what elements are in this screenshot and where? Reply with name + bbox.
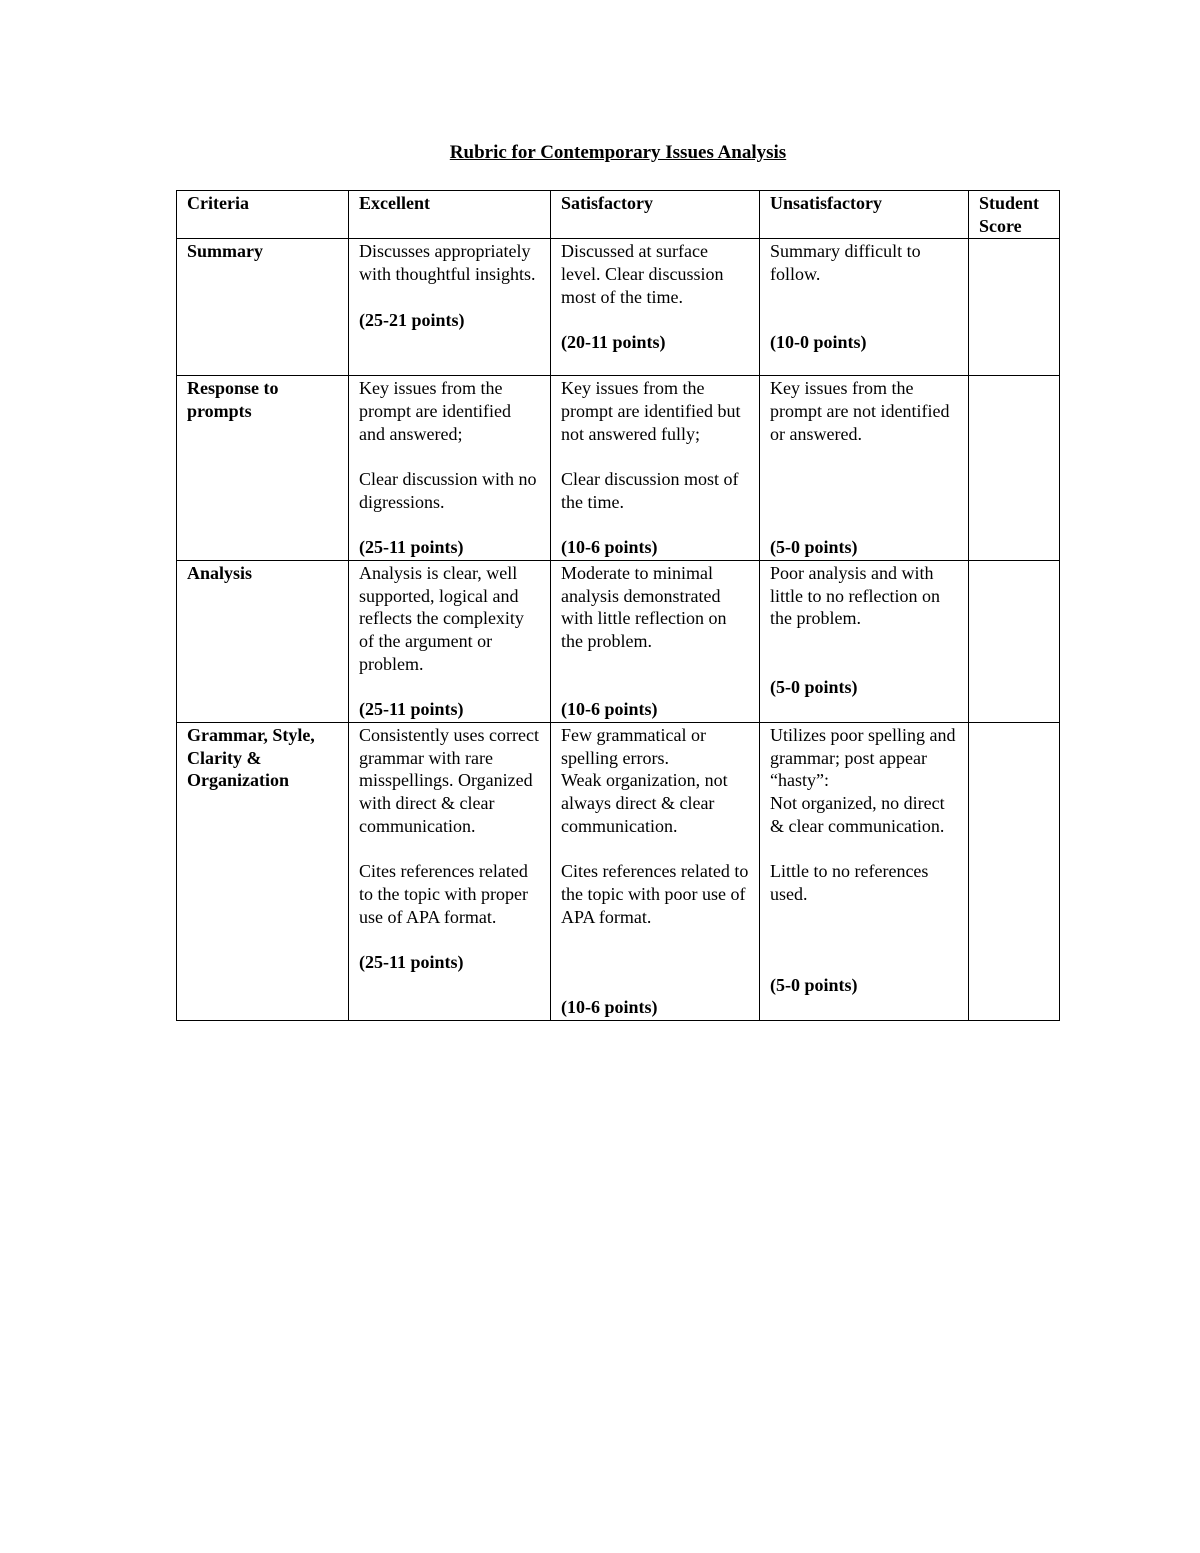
satisfactory-cell [551, 239, 760, 376]
unsatisfactory-points: (5-0 points) [770, 676, 858, 697]
satisfactory-description: Few grammatical or spelling errors. Weak organization, not always direct & clear communication. Cites references related to the topic with poor use of APA format. [561, 724, 749, 927]
satisfactory-points: (10-6 points) [561, 537, 658, 558]
student-score-cell[interactable] [969, 376, 1060, 561]
unsatisfactory-description: Summary difficult to follow. [770, 241, 926, 285]
unsatisfactory-description: Key issues from the prompt are not identified or answered. [770, 378, 954, 444]
satisfactory-cell [551, 561, 760, 723]
excellent-cell [349, 239, 551, 376]
satisfactory-points: (10-6 points) [561, 997, 658, 1018]
satisfactory-points: (20-11 points) [561, 332, 666, 353]
table-row [177, 239, 1060, 376]
excellent-points: (25-11 points) [359, 699, 464, 720]
satisfactory-cell [551, 376, 760, 561]
excellent-description: Analysis is clear, well supported, logical and reflects the complexity of the argument or problem. [359, 563, 529, 674]
excellent-points: (25-11 points) [359, 951, 464, 972]
student-score-cell[interactable] [969, 722, 1060, 1020]
unsatisfactory-cell [760, 239, 969, 376]
excellent-cell [349, 561, 551, 723]
unsatisfactory-points: (5-0 points) [770, 537, 858, 558]
header-unsatisfactory: Unsatisfactory [760, 191, 969, 239]
satisfactory-points: (10-6 points) [561, 699, 658, 720]
excellent-description: Key issues from the prompt are identified and answered; Clear discussion with no digressions. [359, 378, 537, 512]
unsatisfactory-description: Utilizes poor spelling and grammar; post appear “hasty”: Not organized, no direct & clear communication. Little to no references used. [770, 724, 956, 904]
criteria-cell: Response to prompts [177, 376, 349, 561]
header-student-score: Student Score [969, 191, 1060, 239]
student-score-cell[interactable] [969, 239, 1060, 376]
satisfactory-cell [551, 722, 760, 1020]
table-row [177, 561, 1060, 723]
table-header-row [177, 191, 1060, 239]
rubric-table [176, 190, 1060, 1021]
excellent-points: (25-11 points) [359, 537, 464, 558]
excellent-cell [349, 376, 551, 561]
excellent-description: Consistently uses correct grammar with rare misspellings. Organized with direct & clear communication. Cites references related to the topic with proper use of APA format. [359, 724, 539, 927]
student-score-cell[interactable] [969, 561, 1060, 723]
criteria-cell: Summary [177, 239, 349, 376]
unsatisfactory-cell [760, 722, 969, 1020]
document-title: Rubric for Contemporary Issues Analysis [449, 142, 787, 163]
excellent-description: Discusses appropriately with thoughtful insights. [359, 241, 536, 285]
header-criteria: Criteria [177, 191, 349, 239]
criteria-cell: Analysis [177, 561, 349, 723]
excellent-points: (25-21 points) [359, 309, 465, 330]
table-row [177, 722, 1060, 1020]
table-row [177, 376, 1060, 561]
header-satisfactory: Satisfactory [551, 191, 760, 239]
unsatisfactory-description: Poor analysis and with little to no reflection on the problem. [770, 563, 945, 629]
unsatisfactory-points: (10-0 points) [770, 332, 867, 353]
satisfactory-description: Key issues from the prompt are identified but not answered fully; Clear discussion most of the time. [561, 378, 741, 512]
unsatisfactory-points: (5-0 points) [770, 974, 858, 995]
excellent-cell [349, 722, 551, 1020]
criteria-cell: Grammar, Style, Clarity & Organization [177, 722, 349, 1020]
satisfactory-description: Discussed at surface level. Clear discussion most of the time. [561, 241, 728, 307]
header-excellent: Excellent [349, 191, 551, 239]
unsatisfactory-cell [760, 376, 969, 561]
satisfactory-description: Moderate to minimal analysis demonstrated with little reflection on the problem. [561, 563, 731, 652]
unsatisfactory-cell [760, 561, 969, 723]
